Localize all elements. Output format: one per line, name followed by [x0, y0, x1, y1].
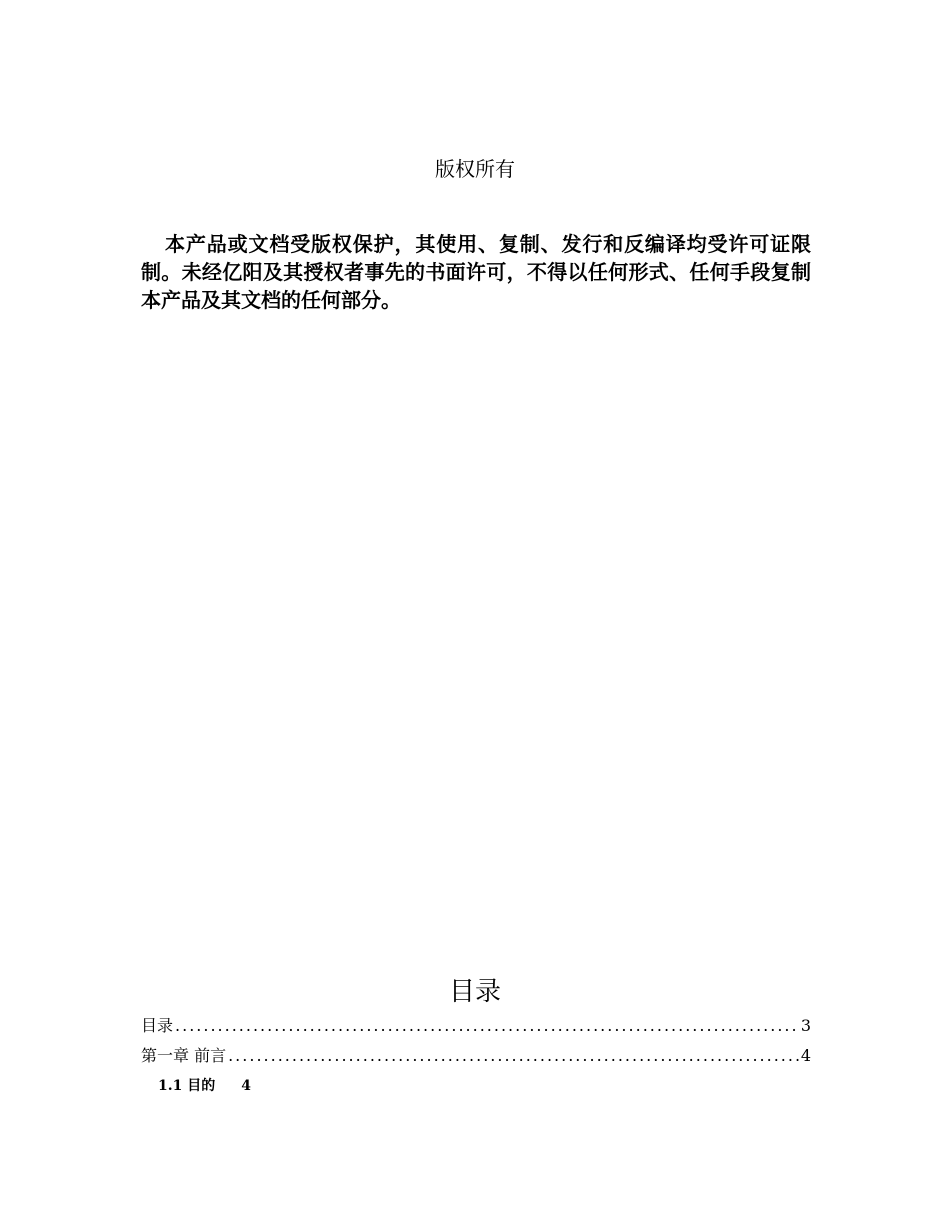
toc-entry-chapter-1[interactable] [141, 1045, 811, 1067]
copyright-notice: 本产品或文档受版权保护，其使用、复制、发行和反编译均受许可证限制。未经亿阳及其授权者事先的书面许可，不得以任何形式、任何手段复制本产品及其文档的任何部分。 [141, 232, 811, 312]
copyright-title: 版权所有 [435, 157, 515, 181]
toc-entry-contents[interactable] [141, 1015, 811, 1037]
toc-entry-page: 3 [800, 1016, 811, 1035]
toc-title: 目录 [448, 977, 501, 1007]
toc-entry-label: 1.1 目的 [158, 1078, 216, 1094]
toc-entry-label: 第一章 前言 [141, 1046, 227, 1065]
toc-entry-section-1-1[interactable] [158, 1076, 251, 1096]
toc-entry-label: 目录 [141, 1016, 174, 1035]
toc-dot-leader [175, 1015, 799, 1037]
toc-dot-leader [228, 1045, 799, 1067]
toc-entry-page: 4 [800, 1046, 811, 1065]
toc-entry-page: 4 [241, 1078, 251, 1094]
